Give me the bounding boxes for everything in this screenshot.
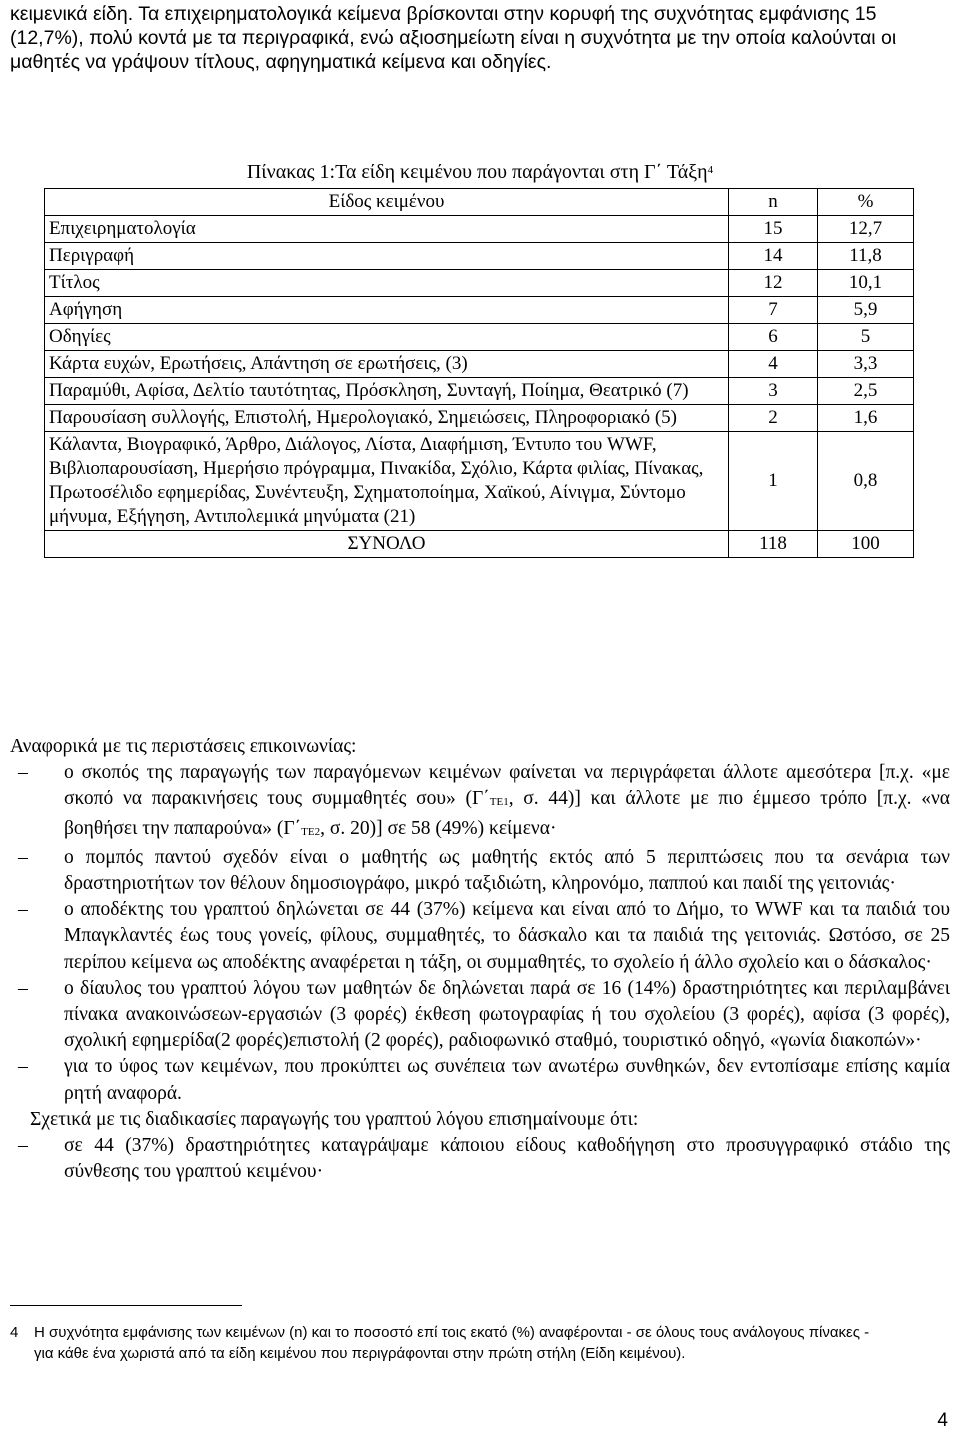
cell-pct: 10,1	[818, 270, 914, 297]
cell-n: 14	[729, 243, 818, 270]
process-list	[10, 1133, 960, 1185]
section-heading-communication: Αναφορικά με τις περιστάσεις επικοινωνίας:	[10, 736, 357, 757]
cell-genre: Παραμύθι, Αφίσα, Δελτίο ταυτότητας, Πρόσκληση, Συνταγή, Ποίημα, Θεατρικό (7)	[45, 378, 729, 405]
list-item: – ο πομπός παντού σχεδόν είναι ο μαθητής ως μαθητής εκτός από 5 περιπτώσεις που τα σενάρια των δραστηριοτήτων τον θέλουν δημοσιογράφο, μικρό ταξιδιώτη, κληρονόμο, παππού και παιδί της γειτονιάς·	[10, 845, 950, 897]
table-row	[45, 216, 914, 243]
cell-n: 3	[729, 378, 818, 405]
cell-genre: Περιγραφή	[45, 243, 729, 270]
table-row	[45, 378, 914, 405]
bullet1-sub2: ΤΕ2	[301, 825, 321, 838]
total-label: ΣΥΝΟΛΟ	[45, 531, 729, 558]
section-heading-process: Σχετικά με τις διαδικασίες παραγωγής του γραπτού λόγου επισημαίνουμε ότι:	[30, 1108, 639, 1130]
table-row	[45, 405, 914, 432]
intro-paragraph: κειμενικά είδη. Τα επιχειρηματολογικά κείμενα βρίσκονται στην κορυφή της συχνότητας εμφάνισης 15 (12,7%), πολύ κοντά με τα περιγραφικά, ενώ αξιοσημείωτη είναι η συχνότητα με την οποία καλούνται οι μαθητές να γράψουν τίτλους, αφηγηματικά κείμενα και οδηγίες.	[10, 3, 897, 73]
cell-n: 1	[729, 432, 818, 531]
cell-genre: Κάρτα ευχών, Ερωτήσεις, Απάντηση σε ερωτήσεις, (3)	[45, 351, 729, 378]
total-n: 118	[729, 531, 818, 558]
header-genre: Είδος κειμένου	[45, 189, 729, 216]
table-row	[45, 297, 914, 324]
cell-pct: 2,5	[818, 378, 914, 405]
footnote	[10, 1322, 890, 1364]
footnote-ref[interactable]: 4	[707, 164, 714, 176]
cell-n: 2	[729, 405, 818, 432]
total-pct: 100	[818, 531, 914, 558]
list-item: – για το ύφος των κειμένων, που προκύπτει ως συνέπεια των ανωτέρω συνθηκών, δεν εντοπίσαμε επίσης καμία ρητή αναφορά.	[10, 1054, 950, 1106]
list-item: – ο αποδέκτης του γραπτού δηλώνεται σε 44 (37%) κείμενα και είναι από το Δήμο, το WWF και τα παιδιά του Μπαγκλαντές έως τους γονείς, φίλους, συμμαθητές, το δάσκαλο και τα παιδιά της γειτονιάς. Ωστόσο, σε 25 περίπου κείμενα ως αποδέκτης αναφέρεται η τάξη, οι συμμαθητές, το σχολείο ή άλλο σχολείο και ο δάσκαλος·	[10, 897, 950, 976]
text-genres-table	[44, 188, 914, 558]
cell-genre: Αφήγηση	[45, 297, 729, 324]
list-item	[10, 760, 950, 845]
cell-genre: Κάλαντα, Βιογραφικό, Άρθρο, Διάλογος, Λίστα, Διαφήμιση, Έντυπο του WWF, Βιβλιοπαρουσίαση, Ημερήσιο πρόγραμμα, Πινακίδα, Σχόλιο, Κάρτα φιλίας, Πίνακας, Πρωτοσέλιδο εφημερίδας, Συνέντευξη, Σχηματοποίημα, Χαϊκού, Αίνιγμα, Σύντομο μήνυμα, Εξήγηση, Αντιπολεμικά μηνύματα (21)	[45, 432, 729, 531]
table-header-row	[45, 189, 914, 216]
bullet1-part-a: ο σκοπός της παραγωγής των παραγόμενων κειμένων φαίνεται να περιγράφεται άλλοτε αμεσότερα [π.χ. «με σκοπό να παρακινήσεις τους συμμαθητές σου» (Γ΄	[64, 762, 950, 810]
table-row	[45, 432, 914, 531]
footnote-text: Η συχνότητα εμφάνισης των κειμένων (n) και το ποσοστό επί τοις εκατό (%) αναφέρονται - σε όλους τους ανάλογους πίνακες - για κάθε ένα χωριστά από τα είδη κειμένου που περιγράφονται στην πρώτη στήλη (Είδη κειμένου).	[34, 1324, 870, 1362]
bullet1-part-b: , σ. 44)] και άλλοτε με πιο έμμεσο τρόπο [π.χ. «να βοηθήσει την παπαρούνα» (Γ΄	[64, 788, 950, 839]
table-row	[45, 270, 914, 297]
table-total-row	[45, 531, 914, 558]
cell-n: 7	[729, 297, 818, 324]
cell-genre: Τίτλος	[45, 270, 729, 297]
cell-n: 4	[729, 351, 818, 378]
page-number: 4	[937, 1410, 948, 1431]
cell-genre: Παρουσίαση συλλογής, Επιστολή, Ημερολογιακό, Σημειώσεις, Πληροφοριακό (5)	[45, 405, 729, 432]
cell-n: 12	[729, 270, 818, 297]
cell-pct: 3,3	[818, 351, 914, 378]
cell-pct: 0,8	[818, 432, 914, 531]
table-caption-text: Πίνακας 1:Τα είδη κειμένου που παράγονται στη Γ΄ Τάξη	[246, 161, 708, 183]
table-row	[45, 351, 914, 378]
table-row	[45, 324, 914, 351]
header-n: n	[729, 189, 818, 216]
footnote-separator	[10, 1305, 242, 1306]
cell-pct: 5,9	[818, 297, 914, 324]
cell-pct: 11,8	[818, 243, 914, 270]
list-item: – σε 44 (37%) δραστηριότητες καταγράψαμε κάποιου είδους καθοδήγηση στο προσυγγραφικό στάδιο της σύνθεσης του γραπτού κειμένου·	[10, 1133, 950, 1185]
cell-pct: 12,7	[818, 216, 914, 243]
bullet1-part-c: , σ. 20)] σε 58 (49%) κείμενα·	[320, 817, 557, 839]
cell-genre: Επιχειρηματολογία	[45, 216, 729, 243]
cell-pct: 5	[818, 324, 914, 351]
bullet1-sub1: ΤΕ1	[489, 796, 509, 809]
cell-n: 6	[729, 324, 818, 351]
cell-n: 15	[729, 216, 818, 243]
footnote-number: 4	[10, 1324, 19, 1341]
header-pct: %	[818, 189, 914, 216]
cell-genre: Οδηγίες	[45, 324, 729, 351]
body-text	[10, 734, 960, 1185]
cell-pct: 1,6	[818, 405, 914, 432]
list-item: – ο δίαυλος του γραπτού λόγου των μαθητών δε δηλώνεται παρά σε 16 (14%) δραστηριότητες και περιλαμβάνει πίνακα ανακοινώσεων-εργασιών (3 φορές) έκθεση φωτογραφίας ή του σχολείου (3 φορές), αφίσα (3 φορές), σχολική εφημερίδα(2 φορές)επιστολή (2 φορές), ραδιοφωνικό σταθμό, τουριστικό οδηγό, «γωνία διακοπών»·	[10, 976, 950, 1055]
table-row	[45, 243, 914, 270]
table-caption	[0, 160, 960, 184]
communication-list	[10, 760, 960, 1107]
